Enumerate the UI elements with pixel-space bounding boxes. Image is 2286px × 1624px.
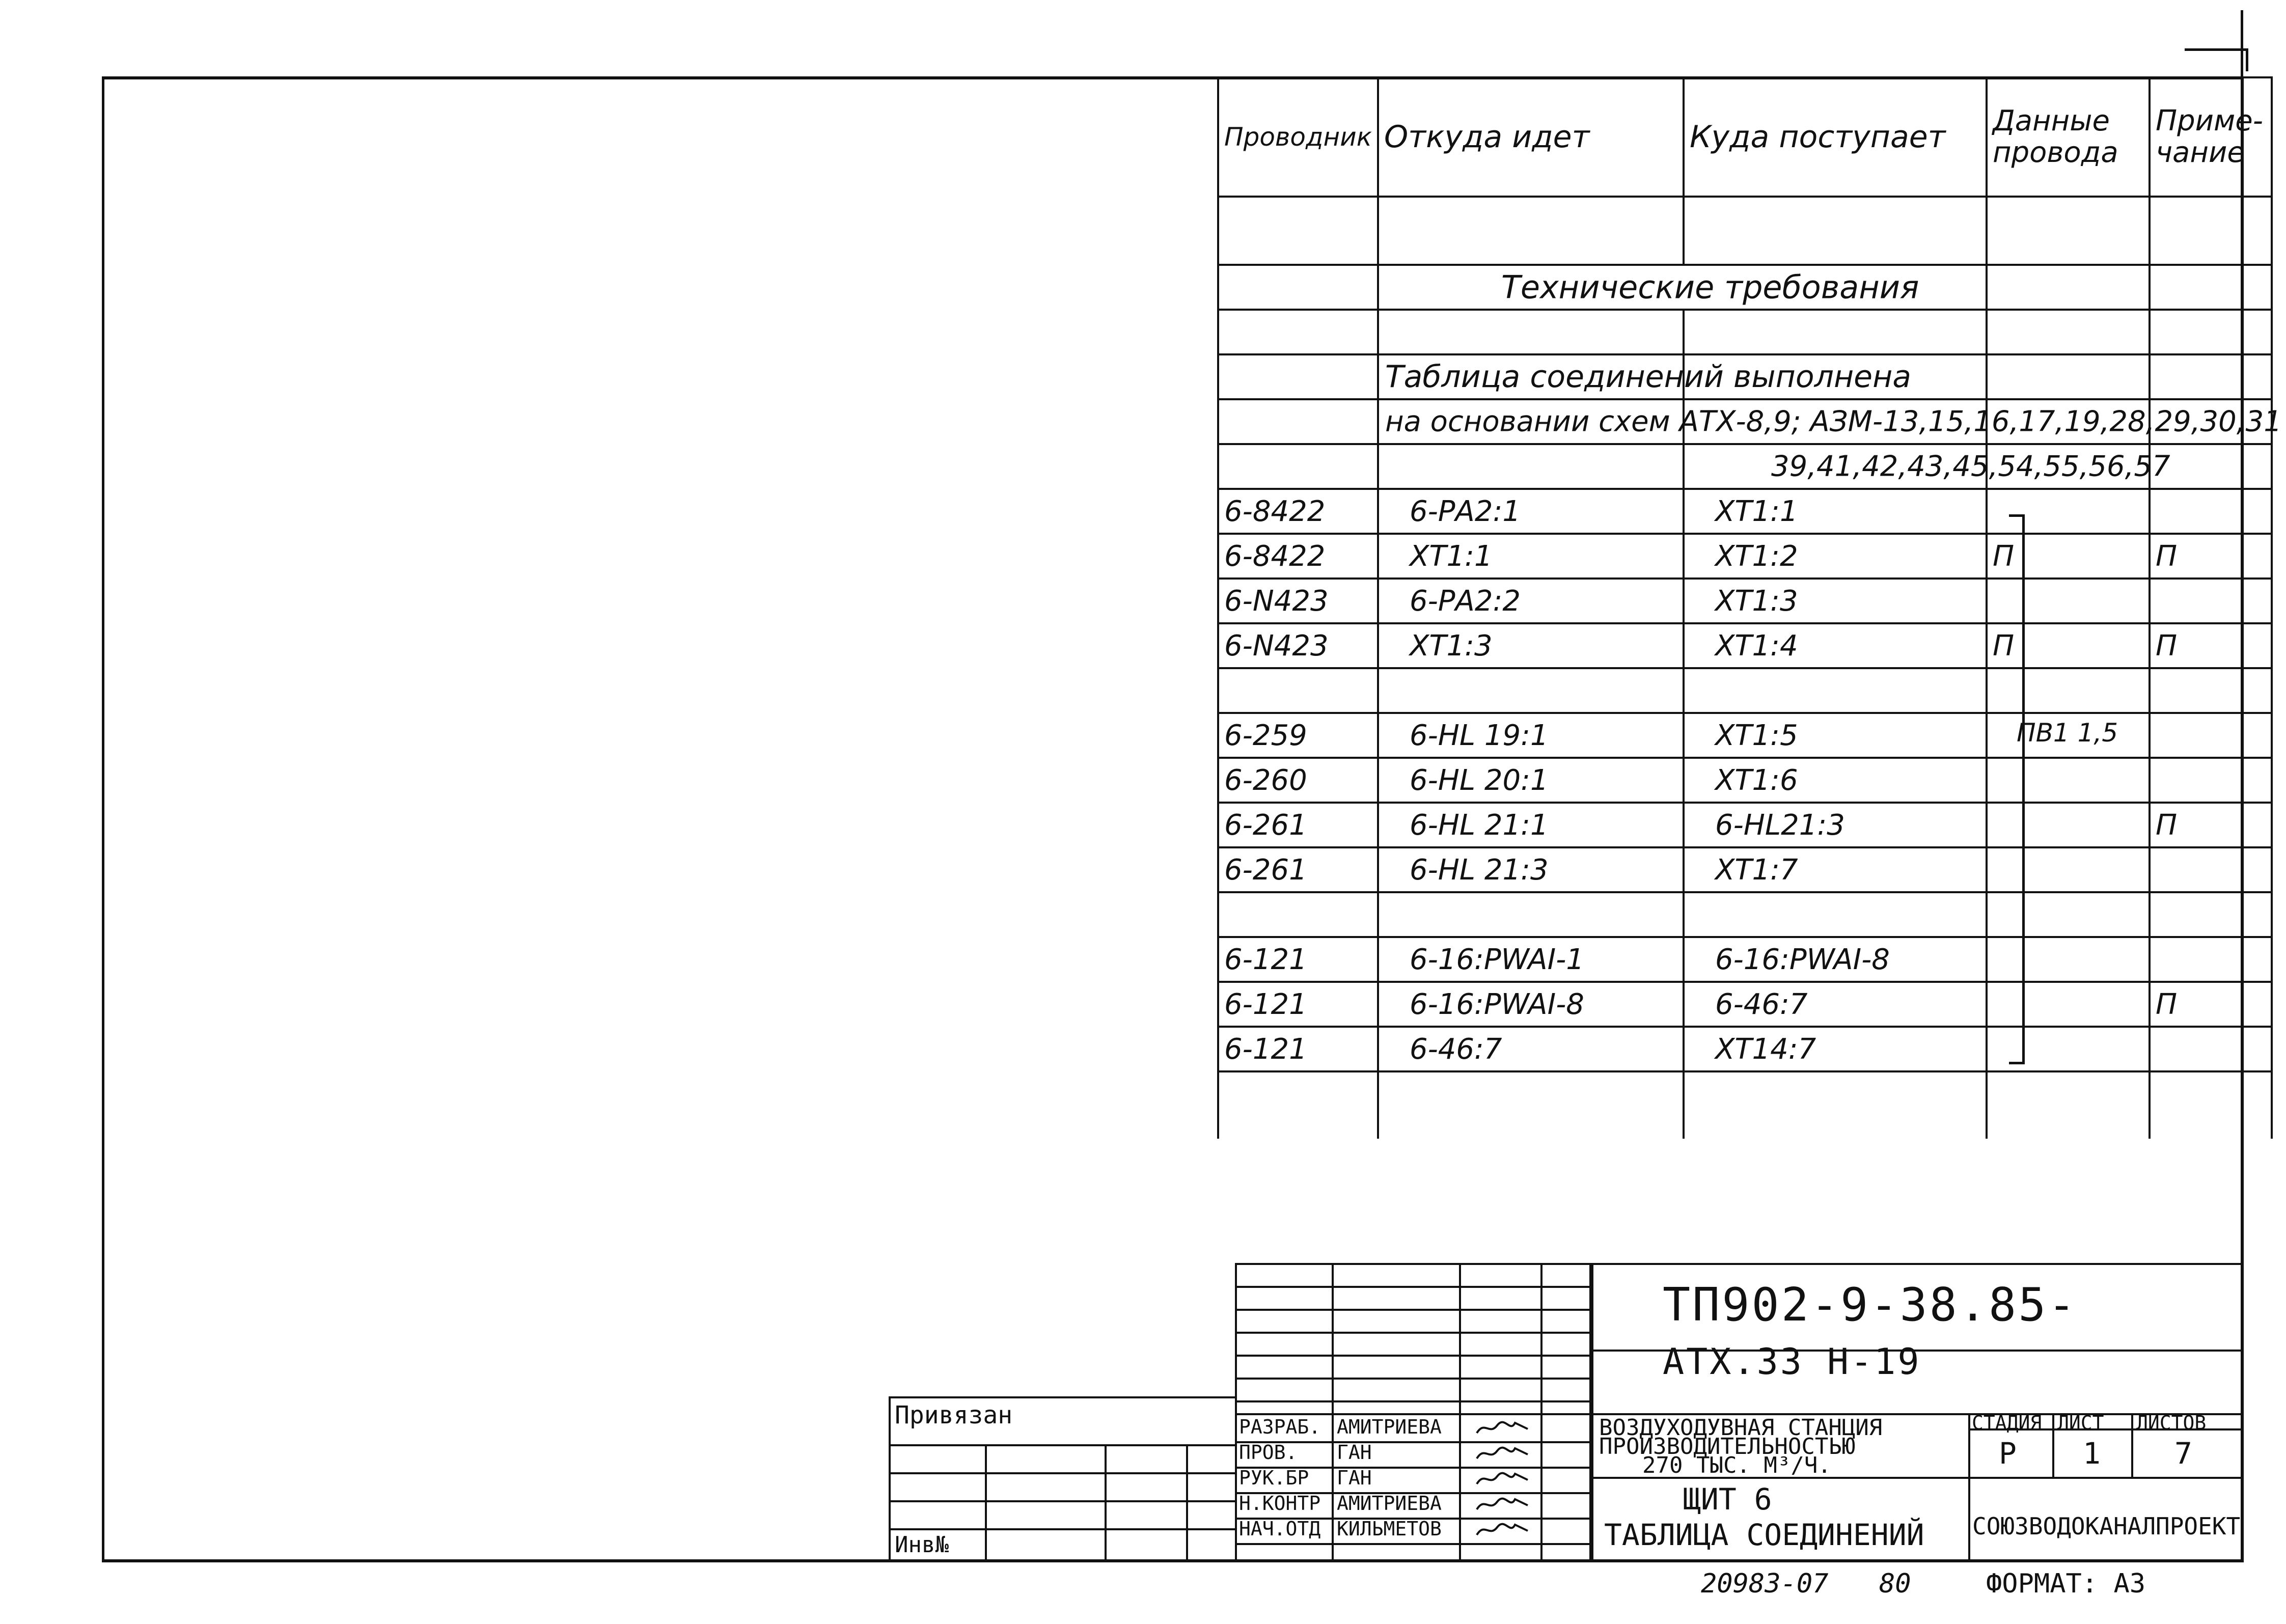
cell-note xyxy=(2150,713,2272,758)
stamp-role: РУК.БР xyxy=(1239,1467,1309,1489)
drawing-designation: ТП902-9-38.85- АТХ.33 Н-19 xyxy=(1663,1278,2078,1383)
sheet-title-1: ЩИТ 6 xyxy=(1683,1482,1772,1517)
table-row xyxy=(1218,399,2272,444)
cell-from: 6-46:7 xyxy=(1378,1027,1684,1071)
cell-to: ХТ1:2 xyxy=(1684,534,1987,579)
header-to: Куда поступает xyxy=(1684,77,1987,197)
table-row xyxy=(1218,265,2272,310)
table-row xyxy=(1218,847,2272,892)
cell-to: ХТ14:7 xyxy=(1684,1027,1987,1071)
tech-requirements-title: Технические требования xyxy=(1501,268,1919,306)
cell-from: 6-HL 21:1 xyxy=(1378,803,1684,847)
cell-wire: 6-121 xyxy=(1218,982,1378,1027)
organization: СОЮЗВОДОКАНАЛПРОЕКТ xyxy=(1972,1512,2241,1540)
cell-wire: 6-261 xyxy=(1218,847,1378,892)
signature-icon xyxy=(1474,1443,1530,1464)
cell-to: ХТ1:4 xyxy=(1684,623,1987,668)
cell-to: ХТ1:5 xyxy=(1684,713,1987,758)
sheet-value: 1 xyxy=(2083,1436,2101,1471)
table-row xyxy=(1218,892,2272,937)
cell-mark: П xyxy=(1987,623,2150,668)
cell-from: 6-РА2:1 xyxy=(1378,489,1684,534)
stamp-name: АМИТРИЕВА xyxy=(1337,1416,1442,1438)
stamp-role: Н.КОНТР xyxy=(1239,1492,1321,1515)
cell-wire xyxy=(1218,892,1378,937)
cell-from: ХТ1:1 xyxy=(1378,534,1684,579)
cell-wire: 6-N423 xyxy=(1218,623,1378,668)
table-row xyxy=(1218,937,2272,982)
cell-note: П xyxy=(2150,982,2272,1027)
header-wire: Проводник xyxy=(1218,77,1378,197)
cell-mark: П xyxy=(1987,534,2150,579)
cell-wire: 6-261 xyxy=(1218,803,1378,847)
cell-to xyxy=(1684,668,1987,713)
cell-to: 6-16:PWAI-8 xyxy=(1684,937,1987,982)
project-line-3: 270 ТЫС. М³/Ч. xyxy=(1642,1452,1831,1478)
table-header-row xyxy=(1218,77,2272,197)
binding-label: Привязан xyxy=(895,1401,1013,1429)
table-row xyxy=(1218,1027,2272,1071)
signature-icon xyxy=(1474,1494,1530,1515)
table-row xyxy=(1218,982,2272,1027)
cell-from xyxy=(1378,892,1684,937)
cell-wire: 6-259 xyxy=(1218,713,1378,758)
cell-from: 6-HL 21:3 xyxy=(1378,847,1684,892)
header-from: Откуда идет xyxy=(1378,77,1684,197)
note-line-3: 39,41,42,43,45,54,55,56,57 xyxy=(1771,450,2170,483)
connection-table xyxy=(1217,76,2282,1139)
signature-icon xyxy=(1474,1469,1530,1489)
cell-from: 6-HL 19:1 xyxy=(1378,713,1684,758)
sheet-title-2: ТАБЛИЦА СОЕДИНЕНИЙ xyxy=(1604,1518,1924,1552)
table-row xyxy=(1218,310,2272,354)
stamp-name: АМИТРИЕВА xyxy=(1337,1492,1442,1515)
page-number: 80 xyxy=(1879,1568,1911,1599)
sheet-label: ЛИСТ xyxy=(2057,1412,2104,1434)
cell-to: ХТ1:1 xyxy=(1684,489,1987,534)
stage-value: Р xyxy=(1999,1436,2017,1471)
table-row xyxy=(1218,1071,2272,1139)
signature-icon xyxy=(1474,1520,1530,1540)
sheets-label: ЛИСТОВ xyxy=(2136,1412,2207,1434)
cell-from: ХТ1:3 xyxy=(1378,623,1684,668)
note-line-1: Таблица соединений выполнена xyxy=(1385,359,1912,395)
table-row xyxy=(1218,489,2272,534)
inventory-number-label: Инв№ xyxy=(895,1532,949,1558)
cell-to: ХТ1:3 xyxy=(1684,579,1987,623)
stamp-name: ГАН xyxy=(1337,1441,1372,1464)
cell-note: П xyxy=(2150,623,2272,668)
table-row xyxy=(1218,758,2272,803)
cell-note: П xyxy=(2150,803,2272,847)
header-note: Приме-чание xyxy=(2150,77,2272,197)
cell-note xyxy=(2150,937,2272,982)
stamp-role: РАЗРАБ. xyxy=(1239,1416,1321,1438)
stamp-name: ГАН xyxy=(1337,1467,1372,1489)
cell-note: П xyxy=(2150,534,2272,579)
table-row xyxy=(1218,668,2272,713)
cell-wire: 6-N423 xyxy=(1218,579,1378,623)
cell-note xyxy=(2150,489,2272,534)
cell-to: 6-46:7 xyxy=(1684,982,1987,1027)
cell-to: ХТ1:7 xyxy=(1684,847,1987,892)
wire-group-bracket xyxy=(2009,514,2025,1064)
table-row xyxy=(1218,579,2272,623)
cell-from xyxy=(1378,668,1684,713)
edge-mark xyxy=(2241,10,2243,87)
header-wire-data: Данные провода xyxy=(1987,77,2150,197)
cell-to xyxy=(1684,892,1987,937)
title-block xyxy=(1235,1263,2243,1561)
cell-wire: 6-260 xyxy=(1218,758,1378,803)
cell-wire: 6-8422 xyxy=(1218,489,1378,534)
cell-note xyxy=(2150,668,2272,713)
cell-note xyxy=(2150,758,2272,803)
cell-wire: 6-8422 xyxy=(1218,534,1378,579)
binding-block xyxy=(889,1396,1237,1561)
wire-type-label: ПВ1 1,5 xyxy=(2017,718,2118,748)
table-row xyxy=(1218,803,2272,847)
cell-from: 6-РА2:2 xyxy=(1378,579,1684,623)
table-row xyxy=(1218,354,2272,399)
corner-mark xyxy=(2185,48,2248,71)
format-label: ФОРМАТ: А3 xyxy=(1986,1568,2146,1599)
cell-wire: 6-121 xyxy=(1218,1027,1378,1071)
table-row xyxy=(1218,444,2272,489)
cell-to: ХТ1:6 xyxy=(1684,758,1987,803)
table-row xyxy=(1218,197,2272,265)
cell-note xyxy=(2150,579,2272,623)
stamp-role: ПРОВ. xyxy=(1239,1441,1298,1464)
stamp-role: НАЧ.ОТД xyxy=(1239,1518,1321,1540)
stage-label: СТАДИЯ xyxy=(1972,1412,2042,1434)
cell-to: 6-HL21:3 xyxy=(1684,803,1987,847)
cell-wire xyxy=(1218,668,1378,713)
project-line-1: ВОЗДУХОДУВНАЯ СТАНЦИЯ xyxy=(1599,1415,1883,1441)
cell-note xyxy=(2150,1027,2272,1071)
cell-from: 6-16:PWAI-1 xyxy=(1378,937,1684,982)
revision-grid xyxy=(1235,1263,1591,1561)
sheets-value: 7 xyxy=(2174,1436,2192,1471)
cell-from: 6-16:PWAI-8 xyxy=(1378,982,1684,1027)
stamp-name: КИЛЬМЕТОВ xyxy=(1337,1518,1442,1540)
cell-wire: 6-121 xyxy=(1218,937,1378,982)
table-row xyxy=(1218,623,2272,668)
document-number: 20983-07 xyxy=(1701,1568,1829,1599)
project-line-2: ПРОИЗВОДИТЕЛЬНОСТЬЮ xyxy=(1599,1434,1856,1460)
cell-note xyxy=(2150,847,2272,892)
signature-icon xyxy=(1474,1418,1530,1438)
cell-from: 6-HL 20:1 xyxy=(1378,758,1684,803)
table-row xyxy=(1218,534,2272,579)
cell-note xyxy=(2150,892,2272,937)
note-line-2: на основании схем АТХ-8,9; АЗМ-13,15,16,17,19,28,29,30,31 xyxy=(1385,405,2282,438)
